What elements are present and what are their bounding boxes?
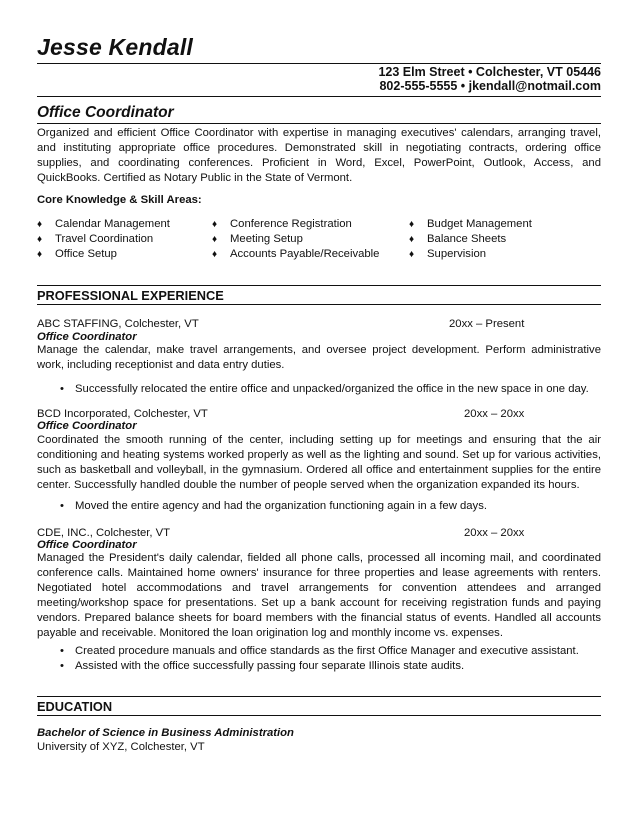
desc-line: center. Successfully handled double the number of people served when the organization expanded its hours.: [37, 479, 580, 491]
education-heading: EDUCATION: [37, 699, 113, 714]
summary-paragraph: [37, 126, 601, 186]
job-achievements: [60, 644, 600, 674]
desc-line: payable and receivable. Monitored the loan origination log and monthly income vs. expenses.: [37, 627, 503, 639]
diamond-icon: ♦: [409, 219, 415, 230]
job-role: Office Coordinator: [37, 539, 137, 551]
skills-column-3: [409, 217, 532, 262]
experience-top-divider: [37, 285, 601, 286]
professional-title: Office Coordinator: [37, 104, 174, 121]
education-top-divider: [37, 696, 601, 697]
skills-column-1: [37, 217, 170, 262]
achievement-item: • Successfully relocated the entire office and unpacked/organized the office in the new space in one day.: [60, 383, 589, 395]
job-description: [37, 343, 601, 373]
achievement-item: • Assisted with the office successfully passing four separate Illinois state audits.: [60, 660, 465, 672]
skill-item: ♦ Meeting Setup: [212, 233, 303, 245]
contact-line: 802-555-5555 • jkendall@notmail.com: [379, 79, 601, 93]
school-name: University of XYZ, Colchester, VT: [37, 741, 205, 753]
job-employer: CDE, INC., Colchester, VT: [37, 527, 171, 539]
experience-bottom-divider: [37, 304, 601, 305]
summary-line: QuickBooks. Certified as Notary Public in the State of Vermont.: [37, 172, 353, 184]
achievement-item: • Created procedure manuals and office standards as the first Office Manager and executive assistant.: [60, 645, 579, 657]
skills-column-2: [212, 217, 379, 262]
job-dates: 20xx – Present: [449, 318, 525, 330]
skill-item: ♦ Conference Registration: [212, 218, 352, 230]
job-role: Office Coordinator: [37, 331, 137, 343]
diamond-icon: ♦: [37, 234, 43, 245]
job-description: [37, 433, 601, 493]
job-achievements: [60, 499, 600, 514]
skill-item: ♦ Calendar Management: [37, 218, 170, 230]
skill-item: ♦ Supervision: [409, 248, 487, 260]
desc-line: Manage the calendar, make travel arrangements, and oversee project development. Perform administrative: [37, 344, 601, 356]
desc-line: work, including receptionist and data entry duties.: [37, 359, 285, 371]
job-achievements: [60, 382, 600, 397]
job-description: [37, 551, 601, 641]
education-bottom-divider: [37, 715, 601, 716]
header-divider: [37, 63, 601, 64]
summary-line: Organized and efficient Office Coordinator with expertise in managing executives' calendars, arranging travel,: [37, 127, 601, 139]
job-dates: 20xx – 20xx: [464, 408, 525, 420]
desc-line: Managed the President's daily calendar, fielded all phone calls, processed all incoming mail, and coordinated: [37, 552, 601, 564]
achievement-item: • Moved the entire agency and had the organization functioning again in a few days.: [60, 500, 487, 512]
candidate-name: Jesse Kendall: [37, 34, 194, 60]
job-dates: 20xx – 20xx: [464, 527, 525, 539]
skill-item: ♦ Office Setup: [37, 248, 117, 260]
diamond-icon: ♦: [212, 219, 218, 230]
bullet-icon: •: [60, 645, 64, 657]
desc-line: Coordinated the smooth running of the center, including setting up for meetings and ensuring that the air: [37, 434, 601, 446]
job-employer: ABC STAFFING, Colchester, VT: [37, 318, 199, 330]
skill-item: ♦ Budget Management: [409, 218, 532, 230]
contact-divider: [37, 96, 601, 97]
diamond-icon: ♦: [409, 249, 415, 260]
desc-line: such as basketball and volleyball, in the gymnasium. Ordered all office and entertainment supplies for the entire: [37, 464, 601, 476]
address-line: 123 Elm Street • Colchester, VT 05446: [378, 65, 601, 79]
desc-line: conference calls. Maintained home owners' insurance for three properties and lease agreements with renters.: [37, 567, 601, 579]
desc-line: conditioning and heating systems worked properly as well as the lighting and sound. Set up for various activities,: [37, 449, 601, 461]
diamond-icon: ♦: [37, 249, 43, 260]
desc-line: Negotiated hotel accommodations and travel arrangements for convention attendees and arranged: [37, 582, 601, 594]
diamond-icon: ♦: [212, 234, 218, 245]
diamond-icon: ♦: [37, 219, 43, 230]
experience-heading: PROFESSIONAL EXPERIENCE: [37, 288, 224, 303]
bullet-icon: •: [60, 383, 64, 395]
desc-line: meeting/workshop space for presentations. Set up a bank account for receiving registration funds and paying: [37, 597, 601, 609]
diamond-icon: ♦: [212, 249, 218, 260]
degree-title: Bachelor of Science in Business Administration: [37, 727, 294, 739]
bullet-icon: •: [60, 500, 64, 512]
diamond-icon: ♦: [409, 234, 415, 245]
summary-line: and instituting appropriate office procedures. Demonstrated skill in negotiating contracts, ordering office: [37, 142, 601, 154]
bullet-icon: •: [60, 660, 64, 672]
skill-item: ♦ Accounts Payable/Receivable: [212, 248, 380, 260]
skill-item: ♦ Balance Sheets: [409, 233, 507, 245]
skill-item: ♦ Travel Coordination: [37, 233, 154, 245]
desc-line: vendors. Prepared balance sheets for board members with the financial status of events. Handled all accounts: [37, 612, 601, 624]
title-divider: [37, 123, 601, 124]
skills-label: Core Knowledge & Skill Areas:: [37, 194, 202, 206]
job-employer: BCD Incorporated, Colchester, VT: [37, 408, 208, 420]
job-role: Office Coordinator: [37, 420, 137, 432]
summary-line: supplies, and coordinating conferences. Proficient in Word, Excel, PowerPoint, Outlook, Access, and: [37, 157, 601, 169]
